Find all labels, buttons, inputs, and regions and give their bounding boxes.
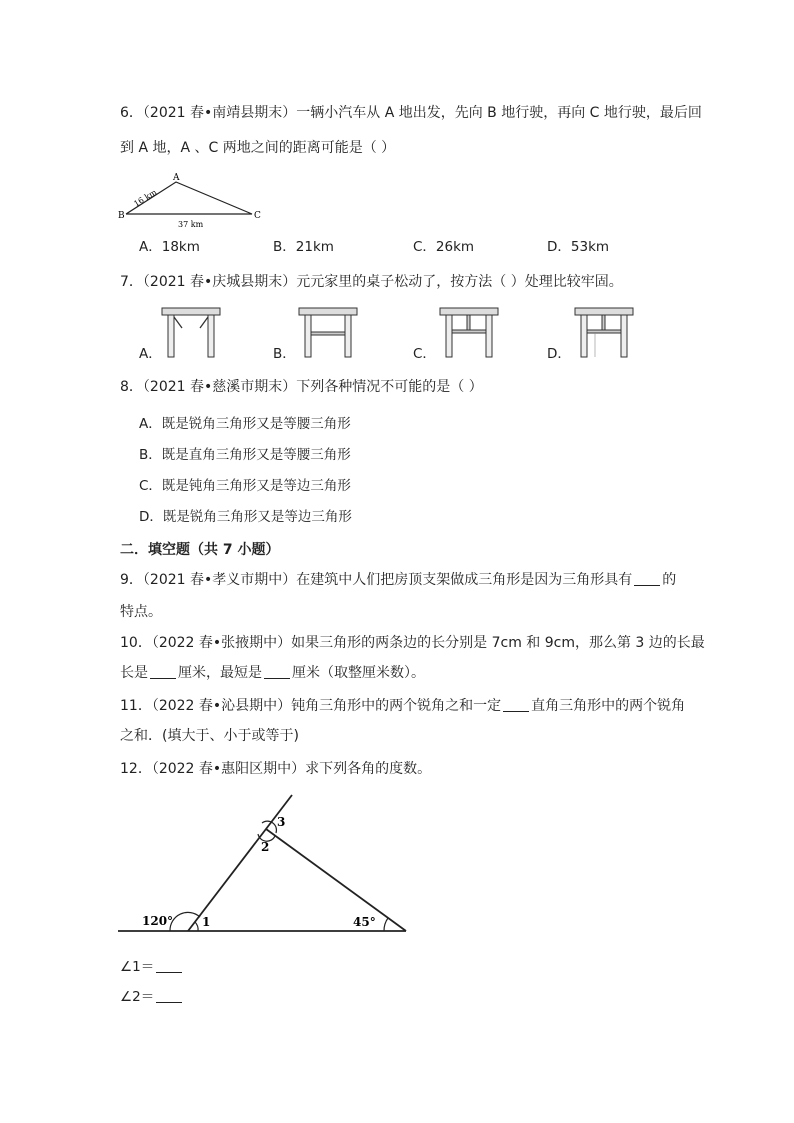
q11-text-b: 直角三角形中的两个锐角 bbox=[531, 698, 686, 714]
q6-option-b[interactable]: B．21km bbox=[273, 239, 334, 255]
q6-label-c: C bbox=[254, 211, 261, 221]
q12-angle-45-label: 45° bbox=[353, 915, 376, 929]
q7-option-a[interactable]: A． bbox=[139, 346, 162, 362]
q9-text-b: 的 bbox=[662, 572, 677, 588]
q11-answer-blank[interactable] bbox=[503, 697, 529, 712]
q7-option-d[interactable]: D． bbox=[547, 346, 571, 362]
q12-line1: 12．（2022 春•惠阳区期中）求下列各角的度数。 bbox=[120, 761, 432, 777]
q8-option-b[interactable]: B．既是直角三角形又是等腰三角形 bbox=[139, 447, 351, 463]
q10-line1: 10．（2022 春•张掖期中）如果三角形的两条边的长分别是 7cm 和 9cm，那么第 3 边的长最 bbox=[120, 635, 705, 651]
q6-option-d[interactable]: D．53km bbox=[547, 239, 610, 255]
q6-line1: 6．（2021 春•南靖县期末）一辆小汽车从 A 地出发，先向 B 地行驶，再向 C 地行驶，最后回 bbox=[120, 105, 702, 121]
q6-option-a[interactable]: A．18km bbox=[139, 239, 200, 255]
section-heading-fill-in: 二．填空题（共 7 小题） bbox=[120, 542, 280, 558]
q7-line1: 7．（2021 春•庆城县期末）元元家里的桌子松动了，按方法（ ）处理比较牢固。 bbox=[120, 274, 623, 290]
q10-text-c: 厘米（取整厘米数）。 bbox=[292, 665, 425, 681]
q6-triangle-figure bbox=[118, 170, 268, 232]
q7-table-c-icon bbox=[440, 308, 498, 358]
q7-table-a-icon bbox=[162, 308, 220, 358]
q8-option-d[interactable]: D．既是锐角三角形又是等边三角形 bbox=[139, 509, 352, 525]
q8-option-c[interactable]: C．既是钝角三角形又是等边三角形 bbox=[139, 478, 351, 494]
q6-line2: 到 A 地，A 、C 两地之间的距离可能是（ ） bbox=[120, 140, 396, 156]
q10-shortest-blank[interactable] bbox=[264, 664, 290, 679]
q6-option-c[interactable]: C．26km bbox=[413, 239, 475, 255]
q12-answer-1-label: ∠1＝ bbox=[120, 959, 155, 975]
q6-label-a: A bbox=[173, 173, 180, 183]
q7-table-d-icon bbox=[575, 308, 633, 358]
q7-option-b[interactable]: B． bbox=[273, 346, 296, 362]
q12-angle-120-label: 120° bbox=[142, 914, 174, 928]
q11-line1 bbox=[120, 696, 685, 716]
q6-label-bc: 37 km bbox=[178, 220, 204, 229]
q7-option-c[interactable]: C． bbox=[413, 346, 436, 362]
q9-text-a: 9．（2021 春•孝义市期中）在建筑中人们把房顶支架做成三角形是因为三角形具有 bbox=[120, 572, 633, 588]
q12-answer-1 bbox=[120, 958, 184, 976]
q12-answer-2-label: ∠2＝ bbox=[120, 989, 155, 1005]
q9-line2: 特点。 bbox=[120, 604, 162, 620]
q12-answer-1-blank[interactable] bbox=[156, 958, 182, 973]
q6-label-ab: 16 km bbox=[132, 187, 159, 209]
q10-longest-blank[interactable] bbox=[150, 664, 176, 679]
q10-text-a: 长是 bbox=[120, 665, 148, 681]
q8-line1: 8．（2021 春•慈溪市期末）下列各种情况不可能的是（ ） bbox=[120, 379, 483, 395]
q11-text-a: 11．（2022 春•沁县期中）钝角三角形中的两个锐角之和一定 bbox=[120, 698, 502, 714]
q12-answer-2-blank[interactable] bbox=[156, 988, 182, 1003]
q9-line1 bbox=[120, 570, 676, 590]
q10-line2 bbox=[120, 663, 425, 683]
q12-angle-3-label: 3 bbox=[277, 815, 286, 829]
q12-angle-figure bbox=[118, 795, 418, 940]
q9-answer-blank[interactable] bbox=[634, 571, 660, 586]
q12-answer-2 bbox=[120, 988, 184, 1006]
q6-label-b: B bbox=[118, 211, 125, 221]
q11-line2: 之和．(填大于、小于或等于) bbox=[120, 728, 299, 744]
q8-option-a[interactable]: A．既是锐角三角形又是等腰三角形 bbox=[139, 416, 351, 432]
q10-text-b: 厘米，最短是 bbox=[178, 665, 262, 681]
q12-angle-1-label: 1 bbox=[202, 915, 211, 929]
q12-angle-2-label: 2 bbox=[261, 840, 270, 854]
q7-table-b-icon bbox=[299, 308, 357, 358]
